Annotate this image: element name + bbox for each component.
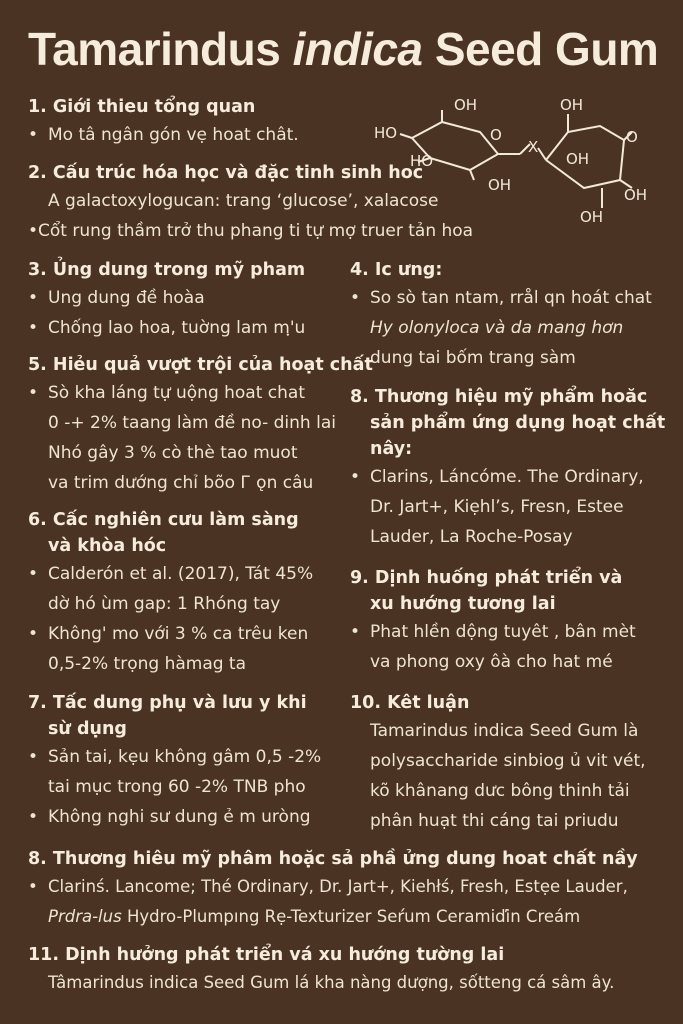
section-2 bbox=[28, 160, 473, 246]
mol-label-o-1: O bbox=[490, 126, 502, 144]
section-6-item-1: • Calderón et al. (2017), Tát 45% bbox=[28, 559, 313, 589]
section-3-item-1: • Ung dung đề hoàa bbox=[28, 283, 305, 313]
section-10-heading: 10. Kêt luận bbox=[350, 693, 470, 713]
page-title bbox=[28, 22, 668, 76]
section-9-heading-line-2: xu hướng tương lai bbox=[370, 594, 556, 614]
mol-label-oh-6: OH bbox=[580, 208, 604, 226]
mol-label-oh-2: OH bbox=[560, 96, 584, 114]
mol-label-ho-2: HO bbox=[410, 152, 434, 170]
section-10 bbox=[350, 690, 646, 836]
section-8r-item-1: • Clarins, Láncóme. The Ordinary, bbox=[350, 462, 665, 492]
section-7-heading-line-2: sừ dụng bbox=[48, 719, 127, 739]
section-11 bbox=[28, 942, 614, 998]
section-5-sub-2: Nhó gây 3 % cò thè tao muot bbox=[48, 443, 298, 463]
mol-label-oh-4: OH bbox=[566, 150, 590, 168]
section-8b-line-1: • Clarinś. Lancome; Thé Ordinary, Dr. Jart+, Kiehłś, Fresh, Estẹe Lauder, bbox=[28, 872, 638, 902]
section-10-line-2: polysaccharide sinbiog ủ vit vét, bbox=[370, 751, 646, 771]
section-1-heading: 1. Giới thieu tổng quan bbox=[28, 97, 256, 117]
mol-label-ho-1: HO bbox=[374, 124, 398, 142]
section-6-sub-1: dờ hó ùm gap: 1 Rhóng tay bbox=[48, 594, 281, 614]
section-6 bbox=[28, 507, 313, 679]
section-6-heading-line-1: 6. Cấc nghiên cưu làm sàng bbox=[28, 510, 299, 530]
section-6-heading-line-2: và khòa hóc bbox=[48, 536, 167, 556]
section-1-item: • Mo tâ ngân gón vẹ hoat chât. bbox=[28, 120, 299, 150]
section-8b-line-2: Hydro-Plumpıng Rẹ-Texturizer Seŕum Ceramiďin Creám bbox=[121, 907, 581, 926]
title-part-1: Tamarindus bbox=[28, 23, 281, 75]
section-8b-heading: 8. Thương hiêu mỹ phâm hoặc sả phầ ửng dung hoat chất nầy bbox=[28, 849, 638, 869]
section-9-sub-1: va phong oxy ôà cho hat mé bbox=[370, 652, 613, 672]
section-4 bbox=[350, 257, 652, 373]
section-4-sub-1: Hy olonyloca và da mang hơn bbox=[370, 318, 624, 338]
section-8-right bbox=[350, 384, 665, 552]
section-10-line-3: kõ khânang dưc bông thinh tải bbox=[370, 781, 630, 801]
section-3 bbox=[28, 257, 305, 343]
mol-label-oh-3: OH bbox=[488, 176, 512, 194]
title-part-2: indica bbox=[292, 23, 423, 75]
section-8r-heading-line-2: sản phẩm ứng dụng hoạt chất bbox=[370, 413, 666, 433]
mol-label-o-2: O bbox=[626, 128, 638, 146]
section-8r-heading-line-3: nây: bbox=[370, 439, 413, 459]
section-8r-heading-line-1: 8. Thương hiệu mỹ phẩm hoăc bbox=[350, 387, 648, 407]
section-5-sub-3: va trim dướng chỉ bõo Г ǫn câu bbox=[48, 473, 314, 493]
section-9 bbox=[350, 565, 636, 677]
title-part-3: Seed Gum bbox=[434, 23, 659, 75]
mol-label-x: X bbox=[528, 138, 539, 156]
section-5-sub-1: 0 -+ 2% taang làm đề no- dinh lai bbox=[48, 413, 336, 433]
mol-label-oh-1: OH bbox=[454, 96, 478, 114]
section-4-heading: 4. Ic ưng: bbox=[350, 260, 443, 280]
section-7-heading-line-1: 7. Tấc dung phụ và lưu y khi bbox=[28, 693, 307, 713]
section-9-item-1: • Phat hlền dộng tuyêt , bân mèt bbox=[350, 617, 636, 647]
section-5 bbox=[28, 352, 373, 498]
section-7-sub-1: tai mục trong 60 -2% TNB pho bbox=[48, 777, 306, 797]
section-2-line-1: A galactoxylogucan: trang ‘glucose’, xalacose bbox=[48, 191, 439, 211]
section-4-item-1: • So sò tan ntam, rrål qn hoát chat bbox=[350, 283, 652, 313]
section-2-heading: 2. Cấu trúc hóa học và đặc tinh sinh hoc bbox=[28, 163, 424, 183]
section-2-line-2: •Cổt rung thầm trở thu phang ti tự mợ truer tản hoa bbox=[28, 221, 474, 241]
section-9-heading-line-1: 9. Dịnh huống phát triển và bbox=[350, 568, 623, 588]
section-6-item-2: • Không' mo với 3 % ca trêu ken bbox=[28, 619, 313, 649]
section-3-item-2: • Chống lao hoa, tuờng lam mฺ'u bbox=[28, 313, 305, 343]
section-1 bbox=[28, 94, 299, 150]
section-7-item-1: • Sản tai, kẹu không gâm 0,5 -2% bbox=[28, 742, 321, 772]
section-11-line: Tâmarindus indica Seed Gum lá kha nàng dượng, sốtteng cá sâm ây. bbox=[48, 973, 615, 992]
section-11-heading: 11. Dịnh hưởng phát triển vá xu hướng tường lai bbox=[28, 945, 505, 965]
section-8r-sub-2: Lauder, La Roche-Posay bbox=[370, 527, 573, 547]
section-7-item-2: • Không nghi sư dung ẻ m uròng bbox=[28, 802, 321, 832]
section-10-line-4: phân huạt thi cáng tai priudu bbox=[370, 811, 619, 831]
section-3-heading: 3. Ủng dung trong mỹ pham bbox=[28, 260, 306, 280]
section-10-line-1: Tamarindus indica Seed Gum là bbox=[370, 721, 639, 741]
section-5-item-1: • Sò kha láng tự uộng hoat chat bbox=[28, 378, 373, 408]
section-6-sub-2: 0,5-2% trọng hàmag ta bbox=[48, 654, 247, 674]
section-8r-sub-1: Dr. Jart+, Kiẹhl’s, Fresn, Estee bbox=[370, 497, 624, 517]
section-5-heading: 5. Hiẻu quả vượt trội của hoạt chất bbox=[28, 355, 373, 375]
mol-label-oh-5: OH bbox=[624, 186, 648, 204]
section-7 bbox=[28, 690, 321, 832]
section-8b-line-2-italic: Prdra-lus bbox=[48, 907, 122, 926]
section-4-sub-2: dung tai bốm trang sàm bbox=[370, 348, 576, 368]
section-8-bottom bbox=[28, 846, 638, 932]
